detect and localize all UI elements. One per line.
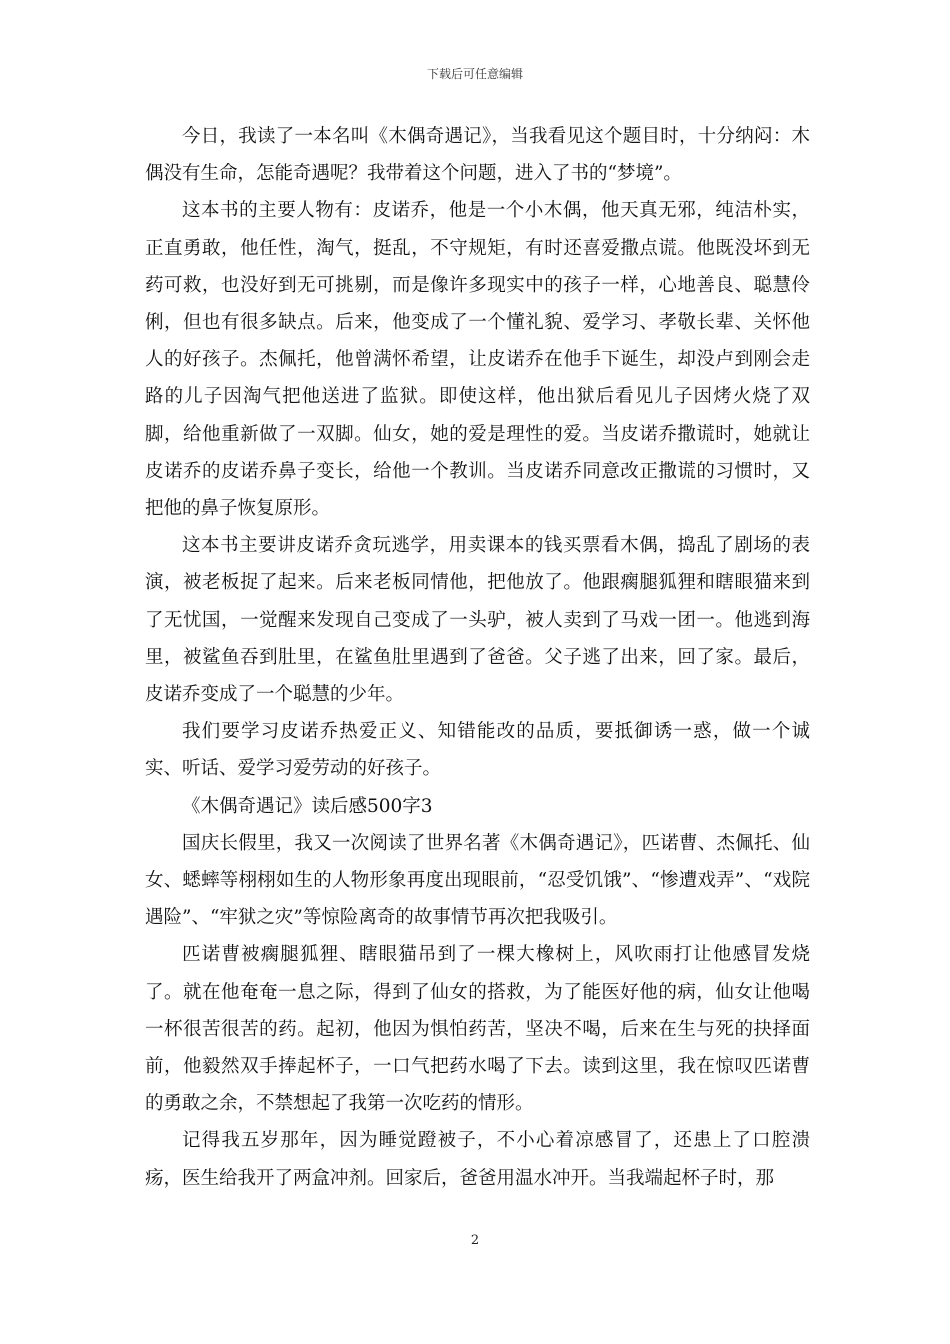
paragraph-intro: 今日，我读了一本名叫《木偶奇遇记》，当我看见这个题目时，十分纳闷：木偶没有生命，怎能奇遇呢？我带着这个问题，进入了书的“梦境”。 <box>145 126 810 185</box>
paragraph-lesson: 我们要学习皮诺乔热爱正义、知错能改的品质，要抵御诱一惑，做一个诚实、听话、爱学习爱劳动的好孩子。 <box>145 721 810 780</box>
page-number: 2 <box>470 1233 480 1248</box>
page-header: 下载后可任意编辑 <box>426 67 523 81</box>
document-body <box>145 118 810 1197</box>
section-heading: 《木偶奇遇记》读后感500字3 <box>182 795 433 817</box>
paragraph-medicine-story: 匹诺曹被瘸腿狐狸、瞎眼猫吊到了一棵大橡树上，风吹雨打让他感冒发烧了。就在他奄奄一息之际，得到了仙女的搭救，为了能医好他的病，仙女让他喝一杯很苦很苦的药。起初，他因为惧怕药苦，坚决不喝，后来在生与死的抉择面前，他毅然双手捧起杯子，一口气把药水喝了下去。读到这里，我在惊叹匹诺曹的勇敢之余，不禁想起了我第一次吃药的情形。 <box>145 944 810 1115</box>
paragraph-plot: 这本书主要讲皮诺乔贪玩逃学，用卖课本的钱买票看木偶，捣乱了剧场的表演，被老板捉了起来。后来老板同情他，把他放了。他跟瘸腿狐狸和瞎眼猫来到了无忧国，一觉醒来发现自己变成了一头驴，被人卖到了马戏一团一。他逃到海里，被鲨鱼吞到肚里，在鲨鱼肚里遇到了爸爸。父子逃了出来，回了家。最后，皮诺乔变成了一个聪慧的少年。 <box>145 535 810 706</box>
paragraph-holiday-reading: 国庆长假里，我又一次阅读了世界名著《木偶奇遇记》，匹诺曹、杰佩托、仙女、蟋蟀等栩栩如生的人物形象再度出现眼前，“忍受饥饿”、“惨遭戏弄”、“戏院遇险”、“牢狱之灾”等惊险离奇的故事情节再次把我吸引。 <box>145 832 810 929</box>
paragraph-characters: 这本书的主要人物有：皮诺乔，他是一个小木偶，他天真无邪，纯洁朴实，正直勇敢，他任性，淘气，挺乱，不守规矩，有时还喜爱撒点谎。他既没坏到无药可救，也没好到无可挑剔，而是像许多现实中的孩子一样，心地善良、聪慧伶俐，但也有很多缺点。后来，他变成了一个懂礼貌、爱学习、孝敬长辈、关怀他人的好孩子。杰佩托，他曾满怀希望，让皮诺乔在他手下诞生，却没卢到刚会走路的儿子因淘气把他送进了监狱。即使这样，他出狱后看见儿子因烤火烧了双脚，给他重新做了一双脚。仙女，她的爱是理性的爱。当皮诺乔撒谎时，她就让皮诺乔的皮诺乔鼻子变长，给他一个教训。当皮诺乔同意改正撒谎的习惯时，又把他的鼻子恢复原形。 <box>145 200 810 520</box>
paragraph-personal-memory: 记得我五岁那年，因为睡觉蹬被子，不小心着凉感冒了，还患上了口腔溃疡，医生给我开了两盒冲剂。回家后，爸爸用温水冲开。当我端起杯子时，那 <box>145 1130 810 1189</box>
